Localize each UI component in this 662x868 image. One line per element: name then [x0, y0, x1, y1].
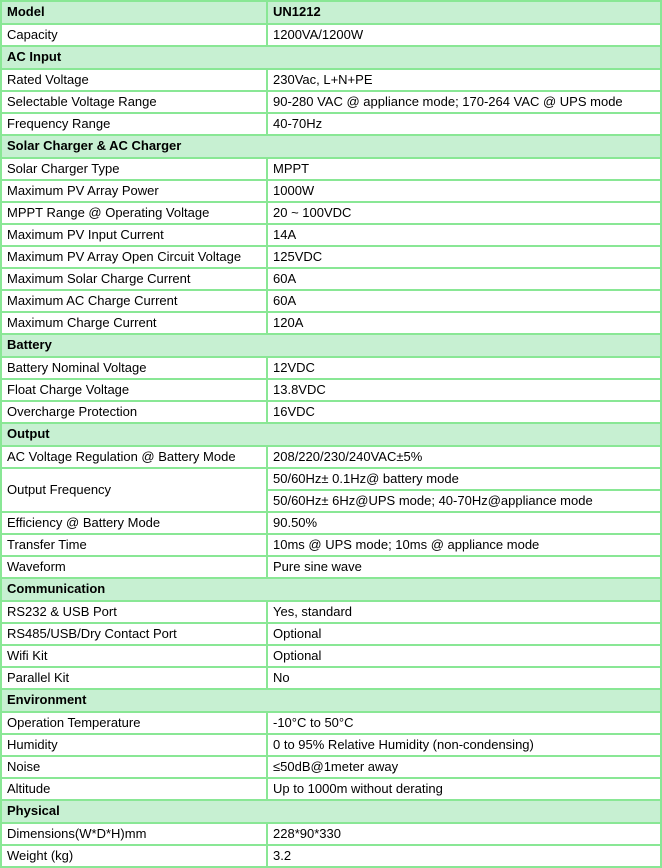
spec-label: Frequency Range	[1, 113, 267, 135]
spec-row	[1, 268, 661, 290]
spec-label: MPPT Range @ Operating Voltage	[1, 202, 267, 224]
spec-value: 0 to 95% Relative Humidity (non-condensing)	[267, 734, 661, 756]
spec-value: 10ms @ UPS mode; 10ms @ appliance mode	[267, 534, 661, 556]
section-title: Output	[1, 423, 661, 446]
spec-value: 228*90*330	[267, 823, 661, 845]
spec-row	[1, 712, 661, 734]
section-title: Physical	[1, 800, 661, 823]
spec-label: Solar Charger Type	[1, 158, 267, 180]
spec-row	[1, 224, 661, 246]
spec-value: 12VDC	[267, 357, 661, 379]
spec-row	[1, 645, 661, 667]
section-header-row	[1, 689, 661, 712]
section-header-row	[1, 578, 661, 601]
spec-row	[1, 534, 661, 556]
spec-value: 20 ~ 100VDC	[267, 202, 661, 224]
spec-row	[1, 667, 661, 689]
spec-row	[1, 556, 661, 578]
spec-row	[1, 401, 661, 423]
section-header-row	[1, 334, 661, 357]
model-header-row	[1, 1, 661, 24]
spec-row	[1, 312, 661, 334]
spec-row	[1, 623, 661, 645]
spec-label: Rated Voltage	[1, 69, 267, 91]
spec-value: Optional	[267, 623, 661, 645]
section-title: AC Input	[1, 46, 661, 69]
spec-row	[1, 180, 661, 202]
spec-row	[1, 756, 661, 778]
spec-value: 60A	[267, 290, 661, 312]
section-header-row	[1, 423, 661, 446]
spec-label: Maximum Charge Current	[1, 312, 267, 334]
spec-value: UN1212	[267, 1, 661, 24]
spec-row	[1, 512, 661, 534]
spec-row	[1, 379, 661, 401]
spec-value: 16VDC	[267, 401, 661, 423]
section-title: Environment	[1, 689, 661, 712]
spec-label: Noise	[1, 756, 267, 778]
spec-row	[1, 446, 661, 468]
spec-value: Yes, standard	[267, 601, 661, 623]
spec-value: 90-280 VAC @ appliance mode; 170-264 VAC @ UPS mode	[267, 91, 661, 113]
spec-label: Selectable Voltage Range	[1, 91, 267, 113]
spec-label: Waveform	[1, 556, 267, 578]
spec-row	[1, 24, 661, 46]
spec-row	[1, 823, 661, 845]
spec-value: 120A	[267, 312, 661, 334]
spec-value: Optional	[267, 645, 661, 667]
spec-value: 90.50%	[267, 512, 661, 534]
spec-value: 40-70Hz	[267, 113, 661, 135]
specification-table-body	[1, 1, 661, 867]
spec-row	[1, 69, 661, 91]
spec-label: RS232 & USB Port	[1, 601, 267, 623]
spec-label: Weight (kg)	[1, 845, 267, 867]
spec-row	[1, 158, 661, 180]
spec-label: Overcharge Protection	[1, 401, 267, 423]
spec-value: 1200VA/1200W	[267, 24, 661, 46]
spec-label: Efficiency @ Battery Mode	[1, 512, 267, 534]
spec-label: Model	[1, 1, 267, 24]
spec-label: Maximum PV Array Power	[1, 180, 267, 202]
spec-row	[1, 202, 661, 224]
spec-row	[1, 246, 661, 268]
section-title: Communication	[1, 578, 661, 601]
spec-row	[1, 91, 661, 113]
spec-label: Float Charge Voltage	[1, 379, 267, 401]
spec-label: RS485/USB/Dry Contact Port	[1, 623, 267, 645]
spec-value: ≤50dB@1meter away	[267, 756, 661, 778]
spec-row	[1, 601, 661, 623]
spec-label: Dimensions(W*D*H)mm	[1, 823, 267, 845]
spec-value: 50/60Hz± 6Hz@UPS mode; 40-70Hz@appliance mode	[267, 490, 661, 512]
section-title: Solar Charger & AC Charger	[1, 135, 661, 158]
spec-row	[1, 734, 661, 756]
spec-label: Operation Temperature	[1, 712, 267, 734]
spec-label: Parallel Kit	[1, 667, 267, 689]
spec-label: Wifi Kit	[1, 645, 267, 667]
spec-label: Capacity	[1, 24, 267, 46]
spec-row	[1, 845, 661, 867]
spec-value: 230Vac, L+N+PE	[267, 69, 661, 91]
section-header-row	[1, 135, 661, 158]
spec-value: 125VDC	[267, 246, 661, 268]
section-header-row	[1, 46, 661, 69]
spec-value: 60A	[267, 268, 661, 290]
spec-value: 1000W	[267, 180, 661, 202]
spec-value: -10°C to 50°C	[267, 712, 661, 734]
section-header-row	[1, 800, 661, 823]
section-title: Battery	[1, 334, 661, 357]
spec-row	[1, 113, 661, 135]
spec-label: Maximum PV Input Current	[1, 224, 267, 246]
spec-label: AC Voltage Regulation @ Battery Mode	[1, 446, 267, 468]
spec-label: Output Frequency	[1, 468, 267, 512]
spec-label: Maximum AC Charge Current	[1, 290, 267, 312]
spec-row	[1, 468, 661, 490]
spec-label: Humidity	[1, 734, 267, 756]
spec-label: Maximum Solar Charge Current	[1, 268, 267, 290]
spec-row	[1, 290, 661, 312]
spec-label: Maximum PV Array Open Circuit Voltage	[1, 246, 267, 268]
spec-label: Altitude	[1, 778, 267, 800]
spec-value: No	[267, 667, 661, 689]
spec-value: Up to 1000m without derating	[267, 778, 661, 800]
spec-label: Transfer Time	[1, 534, 267, 556]
spec-value: 3.2	[267, 845, 661, 867]
spec-value: MPPT	[267, 158, 661, 180]
spec-value: 14A	[267, 224, 661, 246]
spec-value: 208/220/230/240VAC±5%	[267, 446, 661, 468]
spec-value: 13.8VDC	[267, 379, 661, 401]
spec-value: 50/60Hz± 0.1Hz@ battery mode	[267, 468, 661, 490]
spec-label: Battery Nominal Voltage	[1, 357, 267, 379]
spec-row	[1, 357, 661, 379]
spec-row	[1, 778, 661, 800]
spec-value: Pure sine wave	[267, 556, 661, 578]
